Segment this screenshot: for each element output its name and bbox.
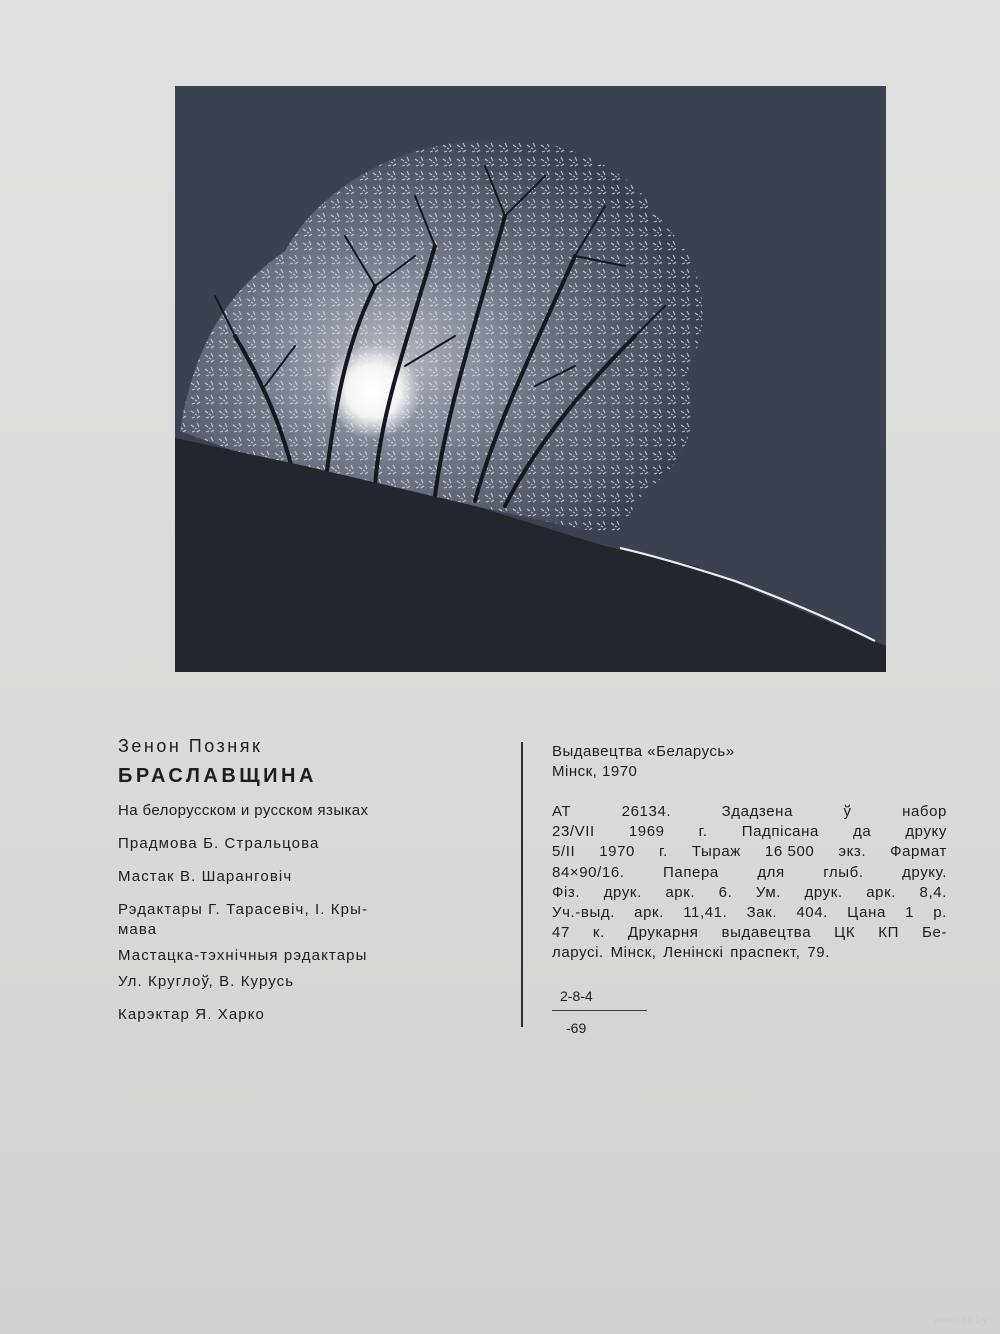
tech-editors-label: Мастацка-тэхнічныя рэдактары [118,947,368,964]
tech-editors-names: Ул. Круглоў, В. Курусь [118,973,295,990]
imprint-word: Ум. [755,883,782,901]
imprint-word: Здадзена [721,803,794,820]
imprint-word: ЦК [834,924,856,942]
imprint-word: Друкарня [627,924,699,942]
imprint-word: 16 500 [764,843,815,861]
imprint-line [552,802,947,822]
catalog-index-rule [552,1010,647,1011]
imprint-word: АТ [552,803,572,820]
preface-credit: Прадмова Б. Стральцова [118,835,320,852]
proofreader-credit: Карэктар Я. Харко [118,1006,265,1023]
imprint-line [552,863,947,883]
imprint-word: к. [592,924,605,942]
imprint-word: арк. [665,883,696,901]
imprint-word: 1 [905,904,915,922]
imprint-word: Ленінскі [663,944,724,962]
imprint-word: 23/VII [552,823,595,841]
imprint-word: глыб. [823,863,864,881]
imprint-word: 404. [796,904,828,922]
credits-block [118,735,498,1025]
imprint-word: 47 [552,924,570,942]
imprint-word: друк. [603,883,642,901]
imprint-word: г. [698,823,708,841]
imprint-word: набор [902,803,947,820]
imprint-word: Падпісана [741,823,819,841]
imprint-word: Папера [663,863,719,881]
publisher-city-year: Мінск, 1970 [552,763,638,780]
artist-credit: Мастак В. Шаранговіч [118,868,293,885]
imprint-word: Фіз. [552,883,581,901]
imprint-word: ларусі. [552,944,604,962]
author-name: Зенон Позняк [118,736,263,756]
imprint-line [552,822,947,842]
imprint-word: экз. [838,843,867,861]
imprint-word: КП [878,924,899,942]
imprint-word: Бе- [922,924,947,942]
editors-credit-line1: Рэдактары Г. Тарасевіч, І. Кры- [118,901,369,918]
imprint-word: ў [843,803,852,820]
editors-credit-line2: мава [118,921,158,938]
imprint-word: 11,41. [683,904,728,922]
imprint-text [552,802,947,964]
imprint-word: Зак. [746,904,778,922]
imprint-line [552,883,947,903]
imprint-word: друк. [804,883,843,901]
imprint-word: да [852,823,872,841]
imprint-word: 1969 [628,823,665,841]
imprint-word: 1970 [599,843,635,861]
column-divider [521,742,523,1027]
site-watermark: www.ay.by [933,1314,988,1326]
catalog-index-year: -69 [566,1020,587,1036]
imprint-word: для [757,863,785,881]
imprint-word: г. [658,843,668,861]
imprint-word: 8,4. [919,883,947,901]
imprint-word: 84×90/16. [552,863,625,881]
imprint-word: арк. [866,883,897,901]
imprint-line [552,943,947,963]
imprint-word: друку. [902,863,947,881]
publisher-block [552,742,947,964]
imprint-line [552,903,947,923]
imprint-word: праспект, [730,944,801,962]
imprint-word: 26134. [621,803,672,820]
imprint-word: 79. [807,944,830,962]
imprint-word: друку [905,823,947,841]
imprint-word: Уч.-выд. [552,904,615,922]
imprint-word: выдавецтва [721,924,812,942]
imprint-word: Тыраж [691,843,741,861]
languages-note: На белорусском и русском языках [118,802,369,819]
imprint-word: 5/II [552,843,576,861]
book-title: БРАСЛАВЩИНА [118,765,317,787]
cover-illustration [175,86,886,672]
imprint-word: арк. [634,904,664,922]
imprint-word: Цана [847,904,886,922]
imprint-word: Мінск, [610,944,657,962]
imprint-line [552,923,947,943]
imprint-line [552,842,947,862]
imprint-word: 6. [718,883,733,901]
tree-engraving-image [175,86,886,672]
publisher-name: Выдавецтва «Беларусь» [552,743,735,760]
imprint-word: р. [933,904,947,922]
imprint-word: Фармат [890,843,947,861]
catalog-index-code: 2-8-4 [560,988,593,1004]
